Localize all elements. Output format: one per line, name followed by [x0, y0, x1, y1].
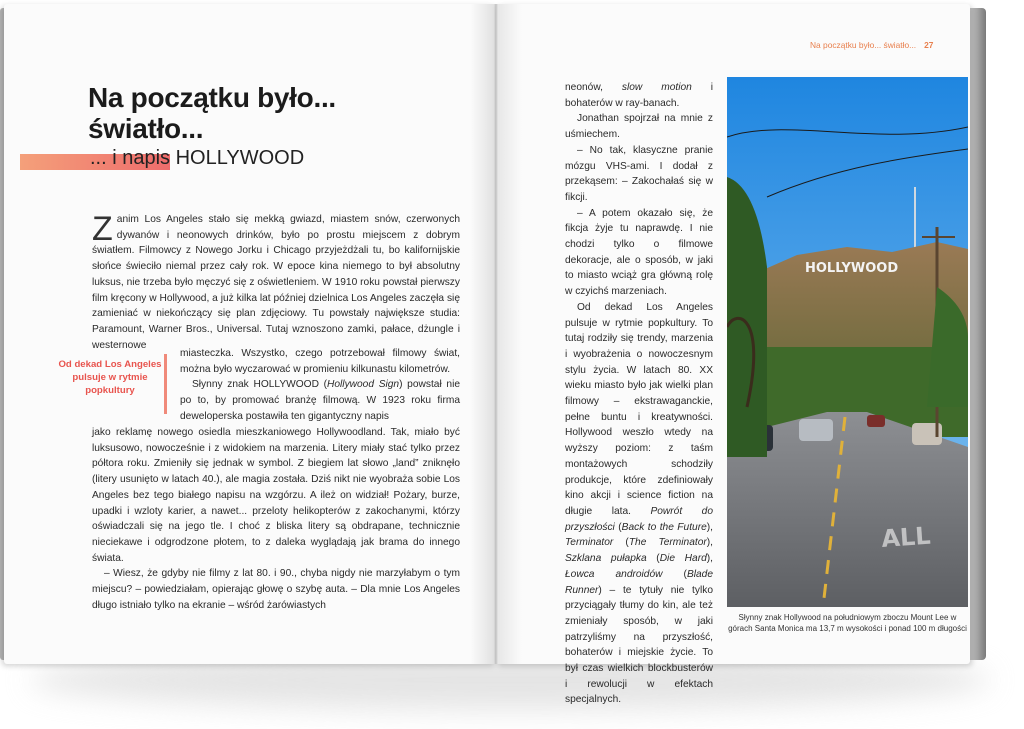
running-header [810, 40, 933, 50]
book-edge-right [970, 8, 986, 660]
text-run: ) powstał nie po to, by promować branżę filmową. W 1923 roku firma deweloperska postawiła ten gigantyczny napis [180, 379, 460, 422]
italic-run: slow motion [621, 82, 692, 93]
chapter-title-line-2: światło... [88, 113, 204, 144]
hollywood-sign-paragraph-start [180, 377, 460, 424]
italic-run: Terminator [565, 537, 614, 549]
narrow-column [180, 346, 460, 425]
dialogue-paragraph: – Wiesz, że gdyby nie filmy z lat 80. i 90., chyba nigdy nie marzyłabym o tym miejscu? – powiedziałam, opierając głowę o szybę auta. – Dla mnie Los Angeles długo istniało tylko na ekranie – wśród żarówiastych [92, 568, 460, 611]
text-run: neonów, [565, 82, 622, 93]
intro-continuation: miasteczka. Wszystko, czego potrzebował filmowy świat, można było wyczarować w promieniu kilkunastu kilometrów. [180, 348, 460, 375]
intro-paragraph [92, 212, 460, 353]
hollywood-sign-paragraph: jako reklamę nowego osiedla mieszkaniowego Hollywoodland. Tak, miało być luksusowo, nowocześnie i z widokiem na marzenia. Litery miały stać tylko przez półtora roku. Zmieniły się jednak w symbol. Z biegiem lat słowo „land” zniknęło (litery usunięto w latach 40.), ale magia została. Dziś nikt nie wyobraża sobie Los Angeles bez tego białego napisu na wzgórzu. A ileż on widział! Pożary, burze, upadki i wzloty karier, a nawet... przeloty helikopterów z zakochanymi, którzy oświadczali się na jego tle. I choć z bliska litery są obdrapane, technicznie nieciekawe i odgrodzone płotem, to z daleka wyglądają jak brama do innego świata. [92, 427, 460, 564]
italic-run: Powrót do przyszłości [565, 505, 713, 533]
right-paragraph-5 [565, 300, 713, 708]
right-paragraph-2: Jonathan spojrzał na mnie z uśmiechem. [565, 113, 713, 141]
intro-text: anim Los Angeles stało się mekką gwiazd, miastem snów, czerwonych dywanów i neonowych drinków, było po prostu miejscem z dobrym światłem. Filmowcy z Nowego Jorku i Chicago przyjeżdżali tu, bo kalifornijskie słońce świeciło niemal przez cały rok. W epoce kina niemego to był absolutny luksus, nie trzeba było męczyć się z oświetleniem. W 1910 roku powstał pierwszy film kręcony w Hollywood, a już kilka lat później dzielnica Los Angeles zaczęła się zamieniać w niekończący się plan zdjęciowy. Tu powstały największe studia: Paramount, Warner Bros., Universal. Tutaj wznoszono zamki, pałace, dżungle i westernowe [92, 214, 460, 351]
text-run: ), [706, 537, 713, 549]
page-number: 27 [924, 40, 934, 50]
italic-run: The Terminator [628, 537, 707, 549]
full-column-left [92, 425, 460, 613]
italic-run: Back to the Future [621, 521, 707, 533]
right-column [565, 80, 713, 708]
text-run: ( [613, 537, 629, 549]
text-run: ( [662, 568, 687, 580]
chapter-title-line-1: Na początku było... [88, 82, 336, 113]
text-run: Od dekad Los Angeles pulsuje w rytmie popkultury. To tutaj rodziły się trendy, marzenia i wyobrażenia o nowoczesnym stylu życia. W latach 80. XX wieku miasto było jak wielki plan filmowy – ekstrawaganckie, pełne buntu i kreatywności. Hollywood weszło wtedy na wyższy poziom: z taśm montażowych schodziły produkcje, które zdefiniowały kino akcji i science fiction na długie lata. [565, 301, 713, 517]
chapter-subtitle: ... i napis HOLLYWOOD [90, 147, 305, 169]
pull-quote: Od dekad Los Angeles pulsuje w rytmie popkultury [58, 359, 162, 396]
running-title: Na początku było... światło... [810, 40, 917, 50]
text-run: ), [706, 553, 713, 565]
road-painted-text: ALL [880, 521, 932, 553]
italic-run: Szklana pułapka [565, 553, 647, 565]
car [799, 419, 833, 441]
right-paragraph-4: – A potem okazało się, że fikcja żyje tu naprawdę. I nie chodzi tylko o filmowe dekoracje, ale o sposób, w jaki to miasto wciąż gra główną rolę w czyichś marzeniach. [565, 207, 713, 298]
photo-caption: Słynny znak Hollywood na południowym zboczu Mount Lee w górach Santa Monica ma 13,7 m wysokości i ponad 100 m długości [728, 613, 967, 633]
italic-run: Łowca androidów [565, 568, 663, 580]
hollywood-photo-illustration [727, 77, 968, 607]
hollywood-photo [727, 77, 968, 607]
text-run: ), [706, 521, 713, 533]
chapter-title [88, 82, 336, 144]
text-run: ( [646, 553, 660, 565]
text-run: ) – te tytuły nie tylko przyciągały tłumy do kin, ale też zmieniały sposób, w jaki patrzyliśmy na przyszłość, bohaterów i miejskie życie. To był czas wielkich blockbusterów i rewolucji w efektach specjalnych. [565, 584, 713, 706]
italic-run: Blade Runner [565, 568, 713, 596]
text-run: Słynny znak HOLLYWOOD ( [192, 379, 328, 391]
pull-quote-bar [164, 354, 167, 414]
text-run: ( [614, 521, 622, 533]
italic-run: Hollywood Sign [327, 379, 400, 391]
car [867, 415, 885, 427]
italic-run: Die Hard [659, 553, 707, 565]
hollywood-sign-letters: HOLLYWOOD [805, 261, 899, 276]
drop-cap: Z [92, 210, 113, 248]
right-paragraph-1 [565, 80, 713, 111]
text-run: i bohaterów w ray-banach. [565, 82, 713, 109]
right-paragraph-3: – No tak, klasyczne pranie mózgu VHS-ami. I dodał z przekąsem: – Zakochałaś się w fikcji. [565, 144, 713, 203]
